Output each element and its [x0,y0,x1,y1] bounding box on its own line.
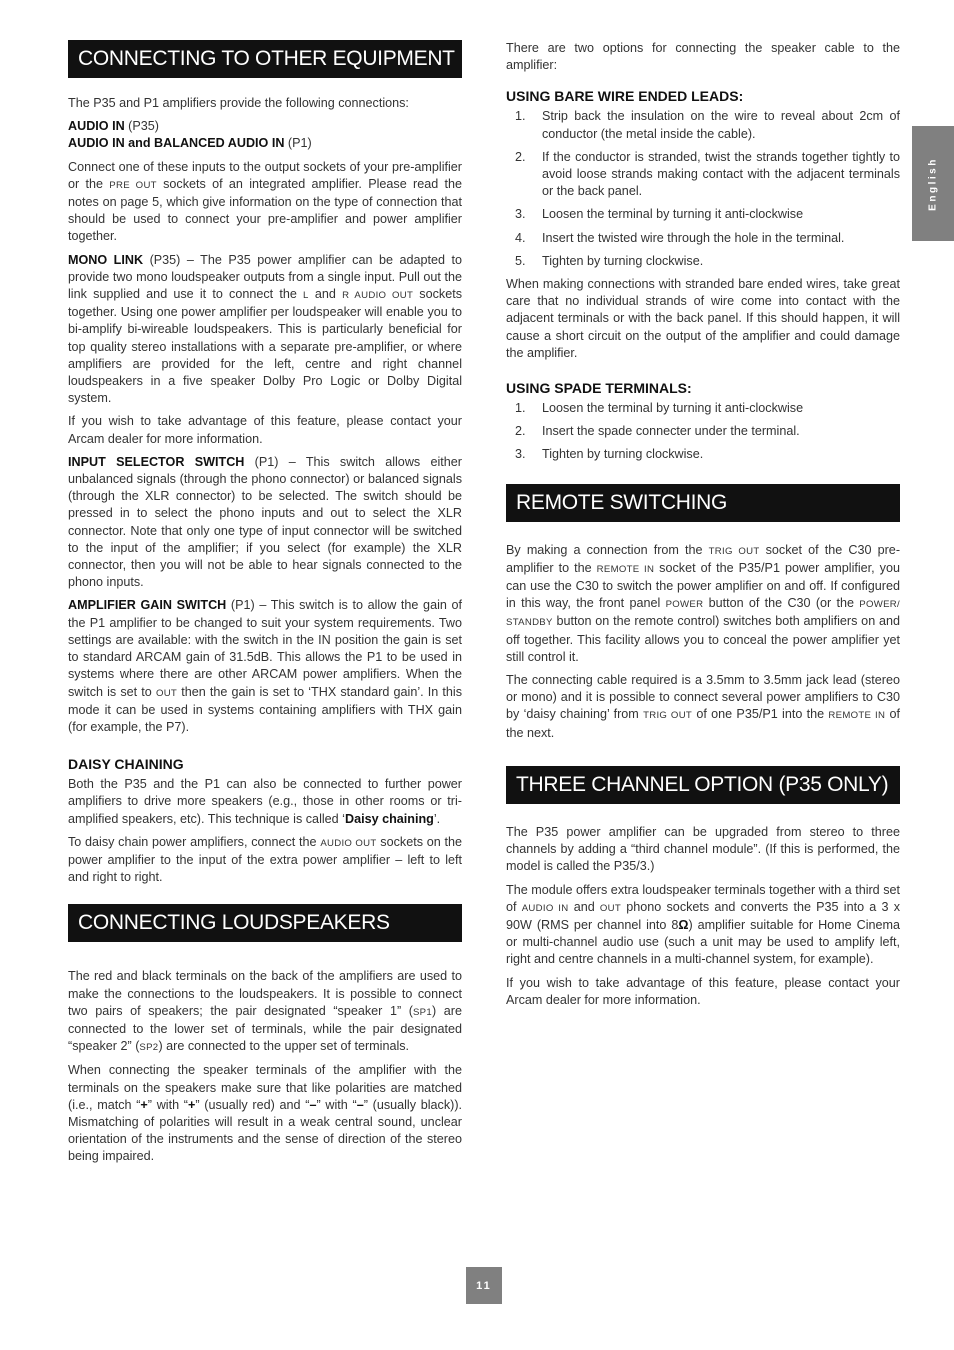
daisy-paragraph-2: To daisy chain power amplifiers, connect the AUDIO OUT sockets on the power amplifier to the input of the extra power amplifier – left to left and right to right. [68,834,462,885]
daisy-paragraph-1: Both the P35 and the P1 can also be connected to further power amplifiers to drive more speakers (e.g., those in other rooms or tri-amplified speakers, etc). This technique is called ‘Daisy chaining’. [68,777,462,826]
loudspeakers-paragraph-2: When connecting the speaker terminals of the amplifier with the terminals on the speakers make sure that like polarities are matched (i.e., match “+” with “+” (usually red) and “–” with “–” (usually black)). Mismatching of polarities will result in a weak central sound, unclear orientation of the instruments and the sense of direction of the stereo being impaired. [68,1063,463,1164]
remote-paragraph-1: By making a connection from the TRIG OUT socket of the C30 pre-amplifier to the REMOTE IN socket of the P35/P1 power amplifier, you can use the C30 to switch the power amplifier on and off. If configured in this way, the front panel POWER button of the C30 (or the POWER/ STANDBY button on the remote control) switches both amplifiers on and off together. This facility allows you to conceal the power amplifier yet still control it. [506,542,901,664]
heading-connecting-loudspeakers: CONNECTING LOUDSPEAKERS [68,904,462,942]
gain-switch-paragraph: AMPLIFIER GAIN SWITCH (P1) – This switch is to allow the gain of the P1 amplifier to be changed to suit your system requirements. Two settings are available: with the switch in the IN position the gain is set to standard ARCAM gain of 31.5dB. This allows the P1 to be used in systems where there are other ARCAM power amplifiers. When the switch is set to OUT then the gain is set to ‘THX standard gain’. In this mode it can be used in systems containing amplifiers with THX gain (for example, the P7). [68,598,463,734]
language-tab-label: English [927,156,939,211]
heading-three-channel: THREE CHANNEL OPTION (P35 ONLY) [506,766,900,804]
audio-in-p35: AUDIO IN (P35) [68,119,159,134]
heading-connecting-equipment: CONNECTING TO OTHER EQUIPMENT [68,40,462,78]
spade-steps [506,400,900,464]
speaker-cable-intro: There are two options for connecting the speaker cable to the amplifier: [506,41,900,73]
loudspeakers-paragraph-1: The red and black terminals on the back of the amplifiers are used to make the connections to the loudspeakers. It is possible to connect two pairs of speakers; the pair designated “speaker 1” (SP1) are connected to the lower set of terminals, while the pair designated “speaker 2” (SP2) are connected to the upper set of terminals. [68,969,462,1054]
stranded-warning-paragraph: When making connections with stranded bare ended wires, take great care that no individual strands of wire come into contact with the adjacent terminals or with the back panel. If this should happen, it will cause a short circuit on the output of the amplifier and could damage the amplifier. [506,277,900,360]
three-channel-paragraph-3: If you wish to take advantage of this feature, please contact your Arcam dealer for more information. [506,975,900,1007]
audio-in-p1: AUDIO IN and BALANCED AUDIO IN (P1) [68,136,312,151]
input-selector-paragraph: INPUT SELECTOR SWITCH (P1) – This switch allows either unbalanced signals (through the phono connector) or balanced signals (through the XLR connector) to be selected. The switch should be pressed in to select the phono inputs and out to select the XLR connector. Note that only one type of input connector will be switched to the input of the amplifier; if you select (for example) the XLR connector, then you will not be able to hear signals connected to the phono inputs. [68,454,463,590]
three-channel-paragraph-2: The module offers extra loudspeaker terminals together with a third set of AUDIO IN and OUT phono sockets and converts the P35 into a 3 x 90W (RMS per channel into 8Ω) amplifier suitable for Home Cinema or multi-channel audio use (such a unit may be used to amplify left, right and centre channels in a multi-channel system, for example). [506,882,901,967]
list-item: 4. Insert the twisted wire through the hole in the terminal. [515,230,845,245]
list-item: 1. Loosen the terminal by turning it anti-clockwise [515,401,804,416]
list-item: 2. Insert the spade connecter under the terminal. [515,424,800,439]
list-item: 2. If the conductor is stranded, twist the strands together tightly to avoid loose strands making contact with the adjacent terminals or the back panel. [515,149,900,199]
page-number: 11 [466,1267,502,1304]
left-column [68,40,462,1172]
spade-terminals-heading: USING SPADE TERMINALS: [506,380,692,397]
list-item: 1. Strip back the insulation on the wire to reveal about 2cm of conductor (the metal inside the cable). [515,109,900,141]
audio-in-labels [68,118,462,152]
connect-paragraph: Connect one of these inputs to the output sockets of your pre-amplifier or the PRE OUT sockets of an integrated amplifier. Please read the notes on page 5, which give information on the type of connection that should be used to connect your pre-amplifier and power amplifier together. [68,159,463,244]
three-channel-paragraph-1: The P35 power amplifier can be upgraded from stereo to three channels by adding a “third channel module”. (If this is performed, the model is called the P35/3.) [506,824,900,874]
language-tab [912,126,954,241]
mono-link-paragraph: MONO LINK (P35) – The P35 power amplifier can be adapted to provide two mono loudspeaker outputs from a single input. Pull out the link supplied and use it to connect the L and R AUDIO OUT sockets together. Using one power amplifier per loudspeaker will enable you to bi-amplify bi-wireable loudspeakers. This is particularly beneficial for top quality stereo installations with a separate pre-amplifier, or where amplifiers are provided for the left, centre and right channel loudspeakers in a five speaker Dolby Pro Logic or Dolby Digital system. [68,252,462,406]
advantage-paragraph: If you wish to take advantage of this feature, please contact your Arcam dealer for more information. [68,414,462,446]
list-item: 3. Loosen the terminal by turning it anti-clockwise [515,207,804,222]
list-item: 5. Tighten by turning clockwise. [515,253,704,268]
daisy-chaining-heading: DAISY CHAINING [68,756,184,773]
heading-remote-switching: REMOTE SWITCHING [506,484,900,522]
bare-wire-heading: USING BARE WIRE ENDED LEADS: [506,88,744,105]
remote-paragraph-2: The connecting cable required is a 3.5mm to 3.5mm jack lead (stereo or mono) and it is possible to connect several power amplifiers to C30 by ‘daisy chaining’ from TRIG OUT of one P35/P1 into the REMOTE IN of the next. [506,673,900,740]
list-item: 3. Tighten by turning clockwise. [515,447,704,462]
right-column [506,40,900,1015]
intro-paragraph: The P35 and P1 amplifiers provide the following connections: [68,96,409,110]
bare-wire-steps [506,108,900,270]
